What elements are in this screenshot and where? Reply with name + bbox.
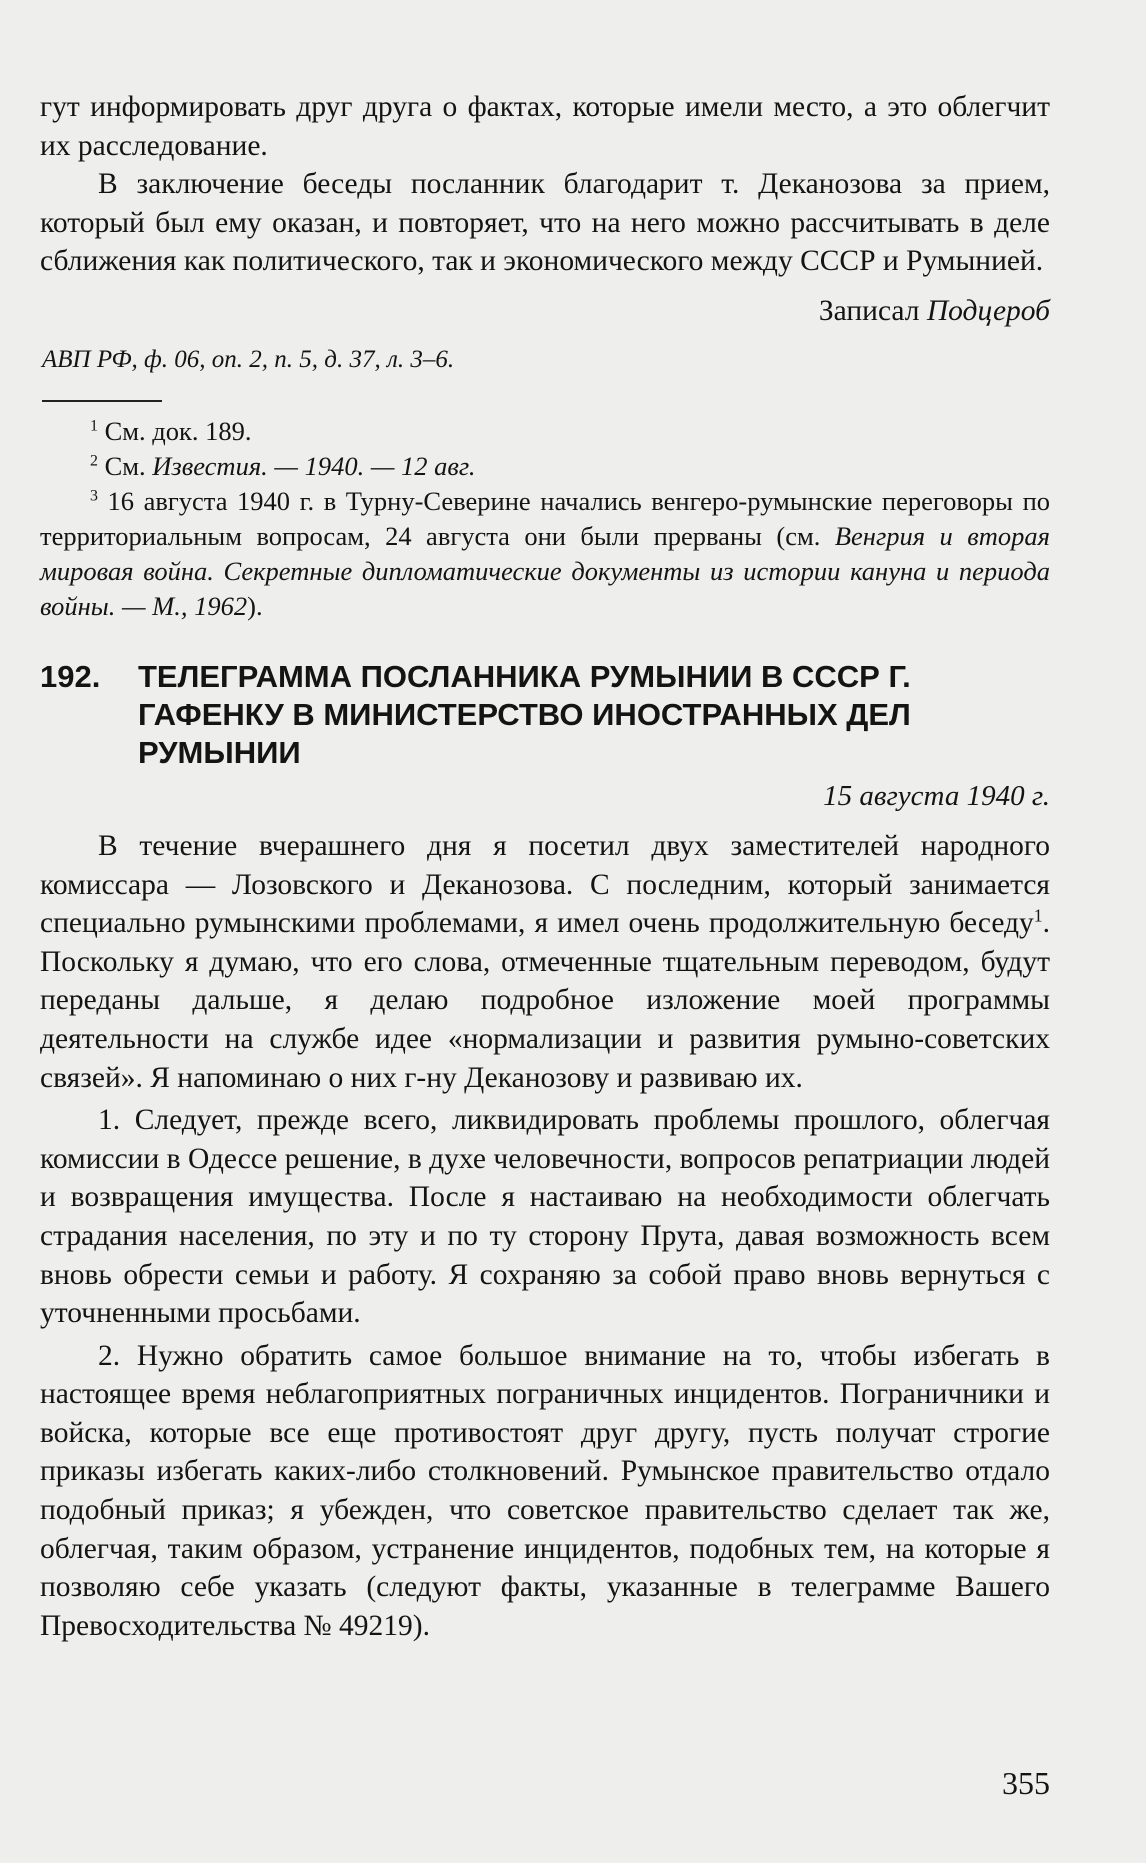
footnote-text: См.	[104, 450, 153, 481]
footnote-1	[40, 414, 1050, 449]
footnote-text: 16 августа 1940 г. в Турну-Северине начались венгеро-румынские переговоры по территориальным вопросам, 24 августа они были прерваны (см.	[40, 485, 1050, 551]
signature-prefix: Записал	[818, 294, 927, 327]
document-number: 192.	[40, 658, 101, 694]
footnotes	[40, 414, 1050, 624]
footnote-source: Венгрия и вторая мировая война. Секретные дипломатические документы из истории кануна и периода войны. — М., 1962	[40, 520, 1050, 621]
footnote-source: Известия. — 1940. — 12 авг.	[152, 450, 476, 481]
page-number: 355	[1002, 1765, 1050, 1801]
document-date: 15 августа 1940 г.	[823, 779, 1050, 812]
document-page	[40, 88, 1050, 1645]
continued-paragraph: гут информировать друг друга о фактах, которые имели место, а это облегчит их расследование.	[40, 91, 1050, 162]
footnote-3	[40, 484, 1050, 624]
closing-paragraph: В заключение беседы посланник благодарит т. Деканозова за прием, который был ему оказан, и повторяет, что на него можно рассчитывать в деле сближения как политического, так и экономического между СССР и Румынией.	[40, 168, 1050, 278]
footnote-mark: 1	[90, 417, 98, 435]
signature	[40, 295, 1050, 328]
paragraph-text: . Поскольку я думаю, что его слова, отмеченные тщательным переводом, будут переданы дальше, я делаю подробное изложение моей программы деятельности на службе идее «нормализации и развития румыно-советских связей». Я напоминаю о них г-ну Деканозову и развиваю их.	[40, 907, 1050, 1094]
paragraph-intro	[40, 827, 1050, 1097]
paragraph-point-2: 2. Нужно обратить самое большое внимание на то, чтобы избегать в настоящее время неблагоприятных пограничных инцидентов. Пограничники и войска, которые все еще противостоят друг другу, пусть получат строгие приказы избегать каких-либо столкновений. Румынское правительство отдало подобный приказ; я убежден, что советское правительство сделает так же, облегчая, таким образом, устранение инцидентов, подобных тем, на которые я позволяю себе указать (следуют факты, указанные в телеграмме Вашего Превосходительства № 49219).	[40, 1339, 1050, 1642]
document-title: ТЕЛЕГРАММА ПОСЛАННИКА РУМЫНИИ В СССР Г. ГАФЕНКУ В МИНИСТЕРСТВО ИНОСТРАННЫХ ДЕЛ РУМЫНИИ	[138, 658, 911, 770]
document-heading	[40, 658, 1050, 772]
archive-reference: АВП РФ, ф. 06, оп. 2, п. 5, д. 37, л. 3–6.	[42, 345, 455, 373]
paragraph-point-1: 1. Следует, прежде всего, ликвидировать проблемы прошлого, облегчая комиссии в Одессе решение, в духе человечности, вопросов репатриации людей и возвращения имущества. После я настаиваю на необходимости облегчать страдания населения, по эту и по ту сторону Прута, давая возможность всем вновь обрести семьи и работу. Я сохраняю за собой право вновь вернуться с уточненными просьбами.	[40, 1104, 1050, 1330]
footnote-mark: 2	[90, 452, 98, 470]
footnote-text-end: ).	[247, 590, 263, 621]
footnote-divider	[42, 400, 162, 402]
footnote-2	[40, 449, 1050, 484]
paragraph-text: В течение вчерашнего дня я посетил двух заместителей народного комиссара — Лозовского и Деканозова. С последним, который занимается специально румынскими проблемами, я имел очень продолжительную беседу	[40, 829, 1050, 940]
footnote-mark: 3	[90, 487, 98, 505]
signature-name: Подцероб	[926, 294, 1050, 327]
footnote-text: См. док. 189.	[104, 415, 252, 446]
footnote-reference: 1	[1033, 905, 1043, 926]
